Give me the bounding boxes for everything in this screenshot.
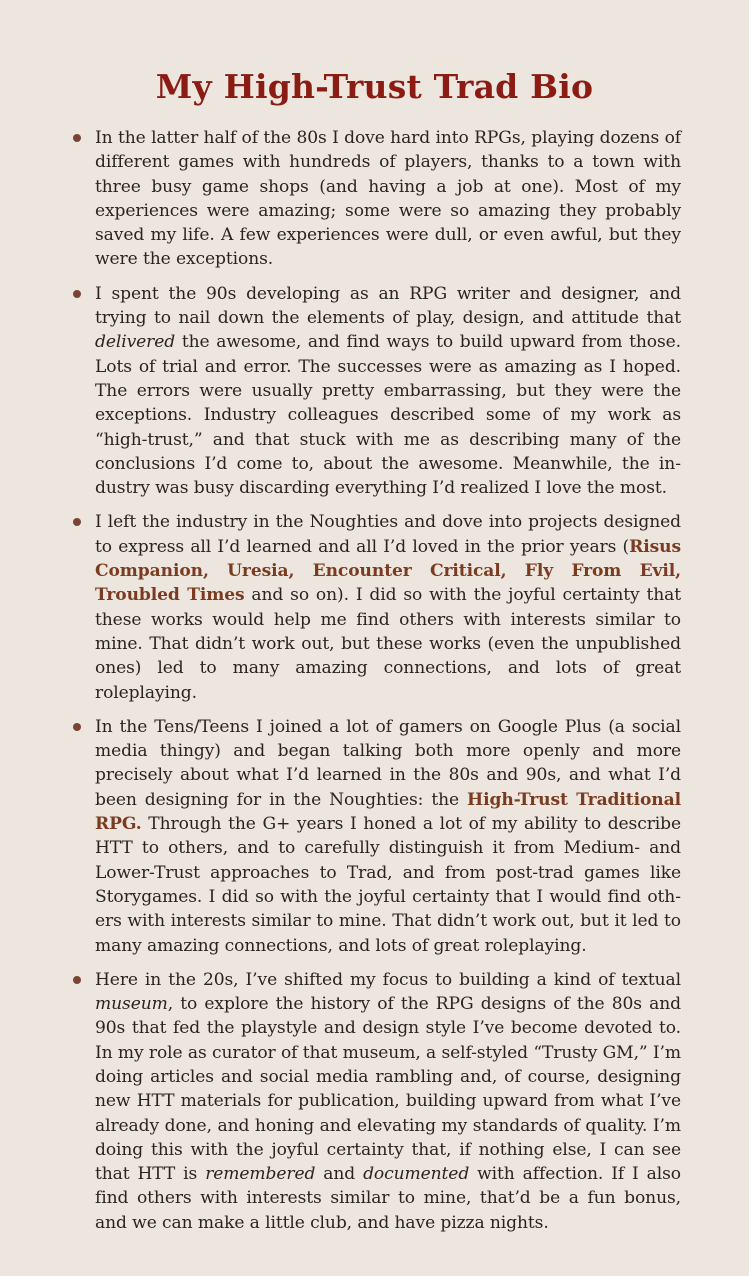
bio-item-tens bbox=[0, 715, 749, 958]
htt-rpg-link[interactable]: High-Trust Traditional RPG. bbox=[95, 789, 681, 835]
bullet-icon bbox=[73, 134, 81, 142]
bio-text: Here in the 20s, I’ve shifted my focus to building a kind of textual bbox=[95, 969, 681, 990]
bullet-icon bbox=[73, 723, 81, 731]
emphasis-text: delivered bbox=[95, 332, 176, 353]
emphasis-text: documented bbox=[363, 1164, 470, 1185]
bio-list bbox=[0, 126, 749, 1245]
bio-text: and so on). I did so with the joyful certainty that these works would help me find others with interests similar to mine. That didn’t work out, but these works (even the unpublished ones) led to many amazing connections, and lots of great roleplaying. bbox=[95, 585, 682, 703]
bio-text: Through the G+ years I honed a lot of my ability to describe HTT to others, and to carefully distinguish it from Medium- and Lower-Trust approaches to Trad, and from post-trad games like Storygames. I did so with the joyful certainty that I would find others with interests similar to mine. That didn’t work out, but it led to many amazing connections, and lots of great roleplaying. bbox=[95, 814, 681, 956]
bio-text: I left the industry in the Noughties and dove into projects designed to express all I’d learned and all I’d loved in the prior years ( bbox=[95, 512, 681, 557]
bio-text: In the latter half of the 80s I dove hard into RPGs, playing dozens of different games with hundreds of players, thanks to a town with three busy game shops (and having a job at one). Most of my experiences were amazing; some were so amazing they probably saved my life. A few experiences were dull, or even awful, but they were the exceptions. bbox=[95, 128, 681, 270]
bullet-icon bbox=[73, 290, 81, 298]
bio-text: , to explore the history of the RPG designs of the 80s and 90s that fed the playstyle and design style I’ve become devoted to. In my role as curator of that museum, a self-styled “Trusty GM,” I’m doing articles and social media rambling and, of course, designing new HTT materials for publication, building upward from what I’ve already done, and honing and elevating my standards of quality. I’m doing this with the joyful certainty that, if nothing else, I can see that HTT is bbox=[95, 994, 681, 1185]
bio-item-noughties bbox=[0, 510, 749, 704]
project-titles-link[interactable]: Risus Companion, Uresia, Encounter Critical, Fly From Evil, Troubled Times bbox=[95, 536, 681, 606]
bio-item-90s bbox=[0, 282, 749, 501]
bio-text: with affection. If I also find others with interests similar to mine, that’d be a fun bonus, and we can make a little club, and have pizza nights. bbox=[95, 1164, 681, 1233]
bio-text: I spent the 90s developing as an RPG writer and designer, and trying to nail down the elements of play, design, and attitude that bbox=[95, 283, 681, 329]
bio-text: the awesome, and find ways to build upward from those. Lots of trial and error. The successes were as amazing as I hoped. The errors were usually pretty embarrassing, but they were the exceptions. Industry colleagues described some of my work as “high-trust,” and that stuck with me as describing many of the conclusions I’d come to, about the awesome. Meanwhile, the industry was busy discarding everything I’d realized I love the most. bbox=[95, 332, 681, 499]
bio-item-80s bbox=[0, 126, 749, 272]
emphasis-text: remembered bbox=[205, 1164, 316, 1185]
bullet-icon bbox=[73, 518, 81, 526]
bio-text: In the Tens/Teens I joined a lot of gamers on Google Plus (a social media thingy) and began talking both more openly and more precisely about what I’d learned in the 80s and 90s, and what I’d been designing for in the Noughties: the bbox=[95, 716, 681, 810]
page-title: My High-Trust Trad Bio bbox=[155, 67, 594, 106]
emphasis-text: museum bbox=[95, 994, 168, 1015]
bullet-icon bbox=[73, 976, 81, 984]
bio-text: and bbox=[315, 1164, 364, 1185]
bio-item-20s bbox=[0, 968, 749, 1235]
